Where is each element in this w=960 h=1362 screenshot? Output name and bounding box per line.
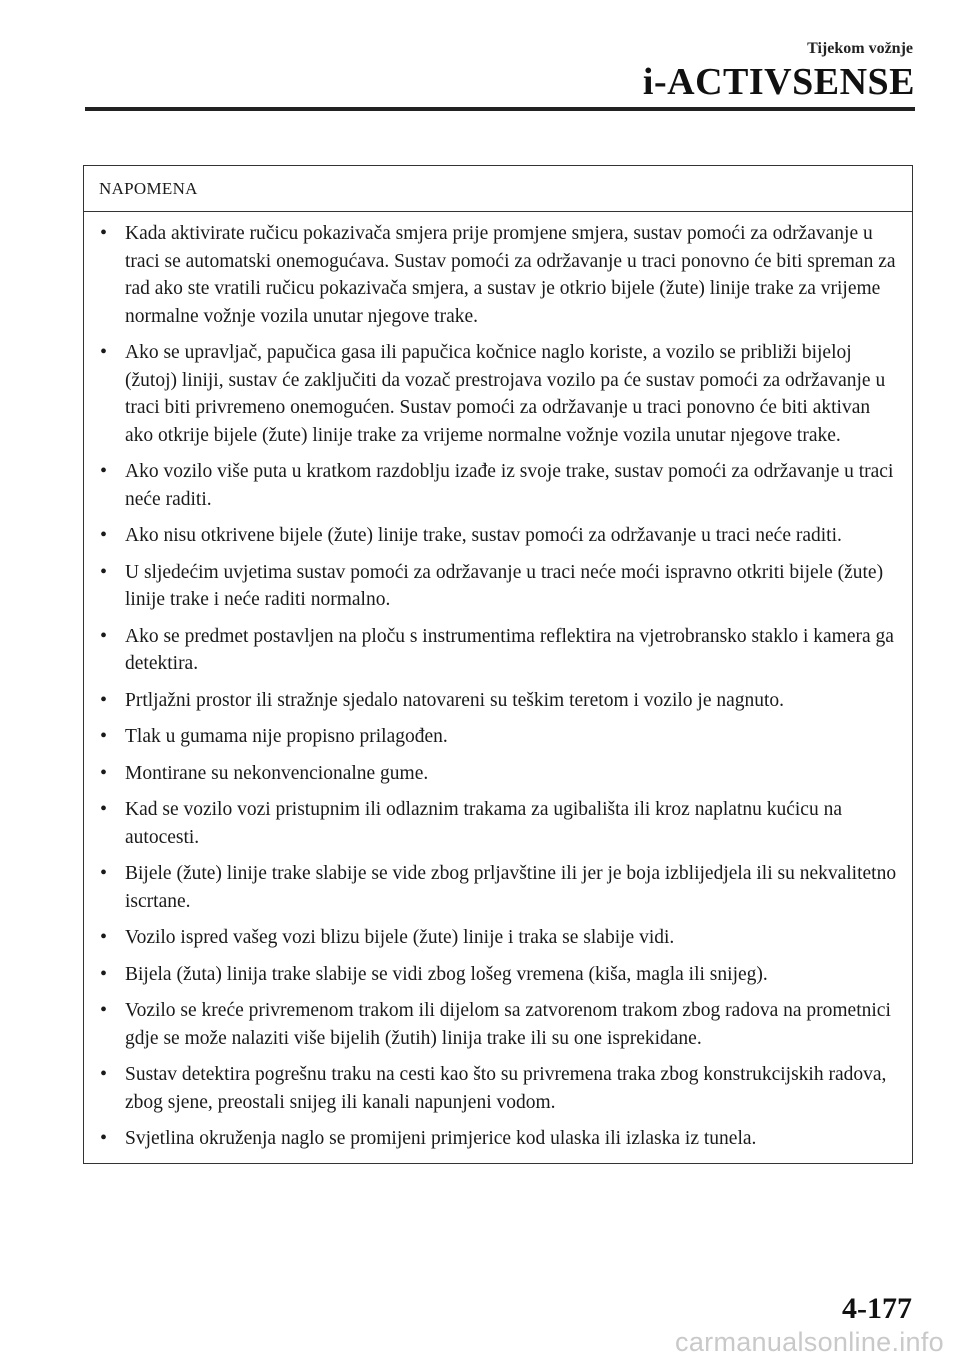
list-item: • Montirane su nekonvencionalne gume. (98, 760, 902, 788)
section-label: Tijekom vožnje (807, 40, 913, 57)
list-item: • Bijele (žute) linije trake slabije se vide zbog prljavštine ili jer je boja izblijedjela ili su nekvalitetno iscrtane. (98, 860, 902, 915)
list-item: • Prtljažni prostor ili stražnje sjedalo natovareni su teškim teretom i vozilo je nagnuto. (98, 687, 902, 715)
list-item: • Sustav detektira pogrešnu traku na cesti kao što su privremena traka zbog konstrukcijskih radova, zbog sjene, preostali snijeg ili kanali napunjeni vodom. (98, 1061, 902, 1116)
list-item: • Svjetlina okruženja naglo se promijeni primjerice kod ulaska ili izlaska iz tunela. (98, 1125, 902, 1153)
list-item: • Ako vozilo više puta u kratkom razdoblju izađe iz svoje trake, sustav pomoći za održavanje u traci neće raditi. (98, 458, 902, 513)
list-item: • Ako nisu otkrivene bijele (žute) linije trake, sustav pomoći za održavanje u traci neće raditi. (98, 522, 902, 550)
list-item: • Vozilo ispred vašeg vozi blizu bijele (žute) linije i traka se slabije vidi. (98, 924, 902, 952)
list-item: • Tlak u gumama nije propisno prilagođen. (98, 723, 902, 751)
header-divider (85, 107, 915, 111)
list-item: • Bijela (žuta) linija trake slabije se vidi zbog lošeg vremena (kiša, magla ili snijeg). (98, 961, 902, 989)
watermark: carmanualsonline.info (675, 1327, 944, 1357)
list-item: • Kad se vozilo vozi pristupnim ili odlaznim trakama za ugibališta ili kroz naplatnu kućicu na autocesti. (98, 796, 902, 851)
list-item: • Ako se predmet postavljen na ploču s instrumentima reflektira na vjetrobransko staklo i kamera ga detektira. (98, 623, 902, 678)
note-heading: NAPOMENA (84, 166, 912, 212)
list-item: • Vozilo se kreće privremenom trakom ili dijelom sa zatvorenom trakom zbog radova na prometnici gdje se može nalaziti više bijelih (žutih) linija trake ili su one isprekidane. (98, 997, 902, 1052)
note-box (83, 165, 913, 1164)
page-title: i-ACTIVSENSE (642, 61, 915, 103)
list-item: • Ako se upravljač, papučica gasa ili papučica kočnice naglo koriste, a vozilo se približi bijeloj (žutoj) liniji, sustav će zaključiti da vozač prestrojava vozilo pa će sustav pomoći za održavanje u traci biti privremeno onemogućen. Sustav pomoći za održavanje u traci ponovno će biti aktivan ako otkrije bijele (žute) linije trake za vrijeme normalne vožnje vozila unutar njegove trake. (98, 339, 902, 449)
list-item: • Kada aktivirate ručicu pokazivača smjera prije promjene smjera, sustav pomoći za održavanje u traci se automatski onemogućava. Sustav pomoći za održavanje u traci ponovno će biti spreman za rad ako ste vratili ručicu pokazivača smjera, a sustav je otkrio bijele (žute) linije trake za vrijeme normalne vožnje vozila unutar njegove trake. (98, 220, 902, 330)
list-item: • U sljedećim uvjetima sustav pomoći za održavanje u traci neće moći ispravno otkriti bijele (žute) linije trake i neće raditi normalno. (98, 559, 902, 614)
page-number: 4-177 (842, 1292, 912, 1325)
note-list (84, 212, 912, 1163)
